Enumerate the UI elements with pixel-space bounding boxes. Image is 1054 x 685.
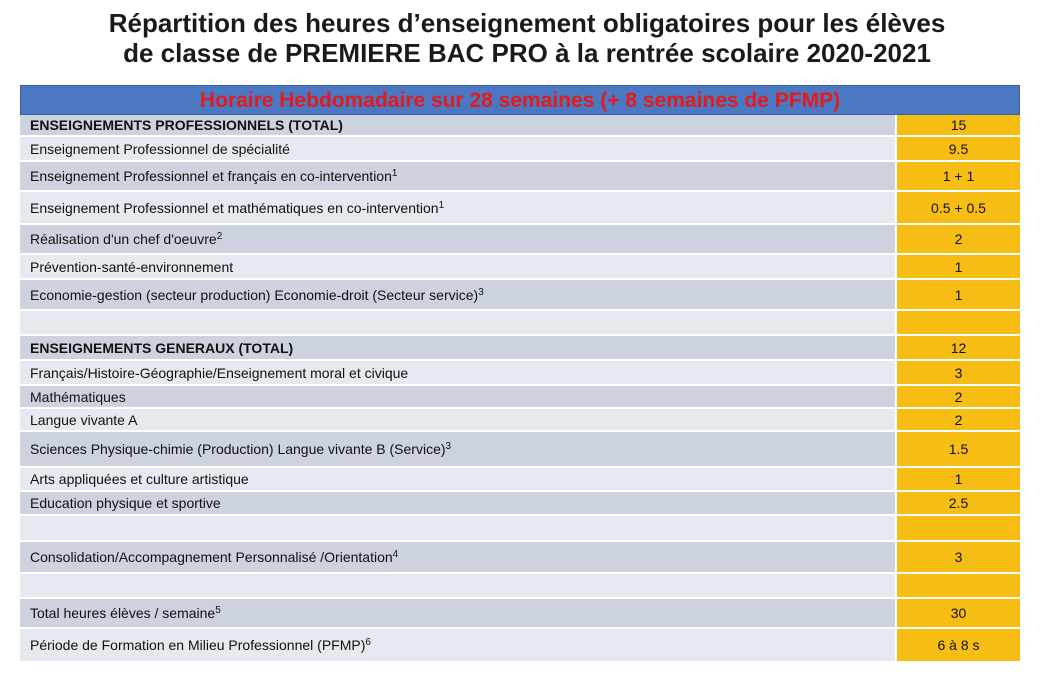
table-row [20,361,1020,386]
row-label [20,255,895,278]
row-label [20,361,895,384]
row-hours-value: 2 [895,409,1020,430]
row-label: Enseignement Professionnel et mathématiques en co-intervention $^1$ [20,192,895,223]
row-label-text: Période de Formation en Milieu Professionnel (PFMP) [30,637,366,653]
table-row [20,468,1020,492]
row-label-text: ENSEIGNEMENTS PROFESSIONNELS (TOTAL) [30,117,343,133]
row-label-text: Prévention-santé-environnement [30,258,234,275]
page-title [0,8,1054,68]
table-row [20,386,1020,409]
table-row [20,192,1020,225]
table-row [20,599,1020,629]
row-label: Consolidation/Accompagnement Personnalisé /Orientation $^4$ [20,542,895,572]
row-hours-value: 1.5 [895,432,1020,466]
table-row [20,336,1020,361]
row-label-text: Total heures élèves / semaine [30,605,216,621]
row-hours-value: 2 [895,225,1020,253]
table-row [20,255,1020,280]
table-row [20,280,1020,311]
table-banner: Horaire Hebdomadaire sur 28 semaines (+ 8 semaines de PFMP) [20,85,1020,115]
row-label: Economie-gestion (secteur production) Economie-droit (Secteur service) $^3$ [20,280,895,309]
table-row [20,162,1020,192]
table-body [20,115,1020,663]
row-label: Sciences Physique-chimie (Production) Langue vivante B (Service) $^3$ [20,432,895,466]
row-label [20,336,895,359]
row-label: Total heures élèves / semaine $^5$ [20,599,895,627]
row-label-text: Enseignement Professionnel et mathématiques en co-intervention [30,199,439,216]
table-row [20,115,1020,137]
row-hours-value [895,574,1020,597]
title-line-1: Répartition des heures d’enseignement obligatoires pour les élèves [108,8,946,38]
row-hours-value: 1 [895,280,1020,309]
row-label: Réalisation d'un chef d'oeuvre $^2$ [20,225,895,253]
row-hours-value [895,311,1020,334]
row-label-text: Mathématiques [30,388,126,405]
row-label-text: Français/Histoire-Géographie/Enseignement moral et civique [30,364,409,381]
row-label-text: Réalisation d'un chef d'oeuvre [30,231,217,247]
row-label: Enseignement Professionnel et français en co-intervention $^1$ [20,162,895,190]
row-hours-value: 6 à 8 s [895,629,1020,661]
table-row [20,516,1020,542]
row-label [20,137,895,160]
row-hours-value: 12 [895,336,1020,359]
table-row [20,542,1020,574]
row-label [20,386,895,407]
row-hours-value: 2.5 [895,492,1020,514]
row-label [20,115,895,135]
row-label [20,468,895,490]
row-hours-value: 2 [895,386,1020,407]
row-label-text: Education physique et sportive [30,495,221,511]
row-hours-value: 15 [895,115,1020,135]
row-hours-value: 1 [895,468,1020,490]
table-row [20,137,1020,162]
row-label-text: Consolidation/Accompagnement Personnalisé /Orientation [30,549,393,565]
table-row [20,225,1020,255]
row-label: Période de Formation en Milieu Professionnel (PFMP) $^6$ [20,629,895,661]
hours-table [20,85,1020,663]
row-hours-value: 1 [895,255,1020,278]
row-label [20,409,895,430]
row-label-text: Sciences Physique-chimie (Production) Langue vivante B (Service) [30,441,446,457]
row-label [20,492,895,514]
table-row [20,492,1020,516]
row-label [20,311,895,334]
row-label-text: Economie-gestion (secteur production) Economie-droit (Secteur service) [30,286,479,303]
row-label-text: Enseignement Professionnel de spécialité [30,140,290,157]
row-hours-value [895,516,1020,540]
table-row [20,574,1020,599]
row-label-text: Langue vivante A [30,411,138,428]
table-row [20,432,1020,468]
row-label-text: ENSEIGNEMENTS GENERAUX (TOTAL) [30,339,294,356]
row-hours-value: 3 [895,542,1020,572]
title-line-2: de classe de PREMIERE BAC PRO à la rentrée scolaire 2020-2021 [123,38,931,68]
table-row [20,311,1020,336]
row-hours-value: 1 + 1 [895,162,1020,190]
row-label [20,574,895,597]
row-label-text: Arts appliquées et culture artistique [30,471,249,487]
table-row [20,409,1020,432]
table-row [20,629,1020,663]
row-hours-value: 0.5 + 0.5 [895,192,1020,223]
row-hours-value: 3 [895,361,1020,384]
row-label [20,516,895,540]
row-label-text: Enseignement Professionnel et français en co-intervention [30,168,392,184]
row-hours-value: 9.5 [895,137,1020,160]
row-hours-value: 30 [895,599,1020,627]
